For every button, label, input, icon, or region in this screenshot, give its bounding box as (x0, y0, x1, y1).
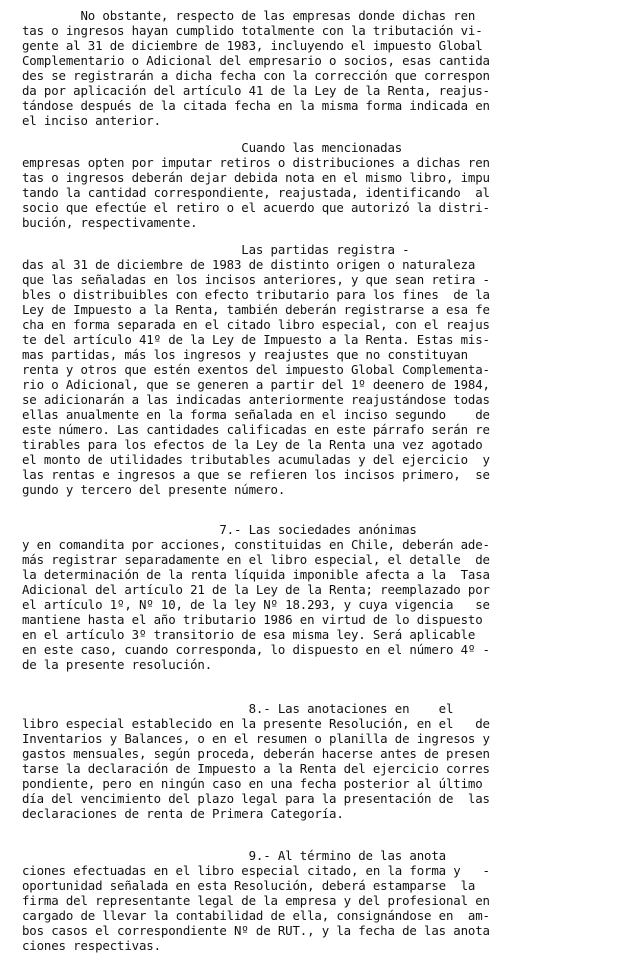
text-line: de la presente resolución. (22, 657, 213, 672)
text-line: la determinación de la renta líquida imponible afecta a la Tasa (22, 567, 490, 582)
paragraph-las-partidas-registradas (22, 242, 612, 497)
paragraph-section-7 (22, 522, 612, 672)
text-line: tirables para los efectos de la Ley de la Renta una vez agotado (22, 437, 483, 452)
paragraph-cuando-las-mencionadas (22, 140, 612, 230)
text-line: tas o ingresos hayan cumplido totalmente con la tributación vi- (22, 23, 483, 38)
text-line: mantiene hasta el año tributario 1986 en virtud de lo dispuesto (22, 612, 483, 627)
text-line: las rentas e ingresos a que se refieren los incisos primero, se (22, 467, 490, 482)
text-line: bles o distribuibles con efecto tributario para los fines de la (22, 287, 490, 302)
text-line: Ley de Impuesto a la Renta, también deberán registrarse a esa fe (22, 302, 490, 317)
paragraph-no-obstante (22, 8, 612, 128)
text-line: este número. Las cantidades calificadas en este párrafo serán re (22, 422, 490, 437)
text-line: oportunidad señalada en esta Resolución, deberá estamparse la (22, 878, 476, 893)
text-line: libro especial establecido en la presente Resolución, en el de (22, 716, 490, 731)
text-line: gundo y tercero del presente número. (22, 482, 286, 497)
text-line: mas partidas, más los ingresos y reajustes que no constituyan (22, 347, 468, 362)
text-line: gastos mensuales, según proceda, deberán hacerse antes de presen (22, 746, 490, 761)
text-line: tándose después de la citada fecha en la misma forma indicada en (22, 98, 490, 113)
text-line: bución, respectivamente. (22, 215, 198, 230)
text-line: tarse la declaración de Impuesto a la Renta del ejercicio corres (22, 761, 490, 776)
text-line: en este caso, cuando corresponda, lo dispuesto en el número 4º - (22, 642, 490, 657)
text-line: 9.- Al término de las anota (22, 848, 446, 863)
text-line: Complementario o Adicional del empresario o socios, esas cantida (22, 53, 490, 68)
text-line: da por aplicación del artículo 41 de la Ley de la Renta, reajus- (22, 83, 490, 98)
text-line: pondiente, pero en ningún caso en una fecha posterior al último (22, 776, 483, 791)
text-line: gente al 31 de diciembre de 1983, incluyendo el impuesto Global (22, 38, 483, 53)
text-line: y en comandita por acciones, constituidas en Chile, deberán ade- (22, 537, 490, 552)
text-line: cargado de llevar la contabilidad de ella, consignándose en am- (22, 908, 490, 923)
text-line: des se registrarán a dicha fecha con la corrección que correspon (22, 68, 490, 83)
text-line: cha en forma separada en el citado libro especial, con el reajus (22, 317, 490, 332)
text-line: 8.- Las anotaciones en el (22, 701, 454, 716)
text-line: se adicionarán a las indicadas anteriormente reajustándose todas (22, 392, 490, 407)
text-line: tando la cantidad correspondiente, reajustada, identificando al (22, 185, 490, 200)
text-line: que las señaladas en los incisos anteriores, y que sean retira - (22, 272, 490, 287)
text-line: Adicional del artículo 21 de la Ley de la Renta; reemplazado por (22, 582, 490, 597)
text-line: Las partidas registra - (22, 242, 410, 257)
text-line: declaraciones de renta de Primera Categoría. (22, 806, 344, 821)
paragraph-section-9 (22, 848, 612, 953)
text-line: ciones efectuadas en el libro especial citado, en la forma y - (22, 863, 490, 878)
text-line: ellas anualmente en la forma señalada en el inciso segundo de (22, 407, 490, 422)
text-line: Cuando las mencionadas (22, 140, 403, 155)
text-line: das al 31 de diciembre de 1983 de distinto origen o naturaleza (22, 257, 476, 272)
text-line: socio que efectúe el retiro o el acuerdo que autorizó la distri- (22, 200, 490, 215)
text-line: 7.- Las sociedades anónimas (22, 522, 417, 537)
text-line: el artículo 1º, Nº 10, de la ley Nº 18.293, y cuya vigencia se (22, 597, 490, 612)
text-line: día del vencimiento del plazo legal para la presentación de las (22, 791, 490, 806)
text-line: tas o ingresos deberán dejar debida nota en el mismo libro, impu (22, 170, 490, 185)
text-line: No obstante, respecto de las empresas donde dichas ren (22, 8, 476, 23)
text-line: te del artículo 41º de la Ley de Impuesto a la Renta. Estas mis- (22, 332, 490, 347)
text-line: Inventarios y Balances, o en el resumen o planilla de ingresos y (22, 731, 490, 746)
text-line: rio o Adicional, que se generen a partir del 1º deenero de 1984, (22, 377, 490, 392)
text-line: firma del representante legal de la empresa y del profesional en (22, 893, 490, 908)
paragraph-section-8 (22, 701, 612, 821)
text-line: el inciso anterior. (22, 113, 161, 128)
text-line: en el artículo 3º transitorio de esa misma ley. Será aplicable (22, 627, 476, 642)
text-line: el monto de utilidades tributables acumuladas y del ejercicio y (22, 452, 490, 467)
text-line: más registrar separadamente en el libro especial, el detalle de (22, 552, 490, 567)
text-line: renta y otros que estén exentos del impuesto Global Complementa- (22, 362, 490, 377)
text-line: ciones respectivas. (22, 938, 161, 953)
text-line: bos casos el correspondiente Nº de RUT., y la fecha de las anota (22, 923, 490, 938)
text-line: empresas opten por imputar retiros o distribuciones a dichas ren (22, 155, 490, 170)
